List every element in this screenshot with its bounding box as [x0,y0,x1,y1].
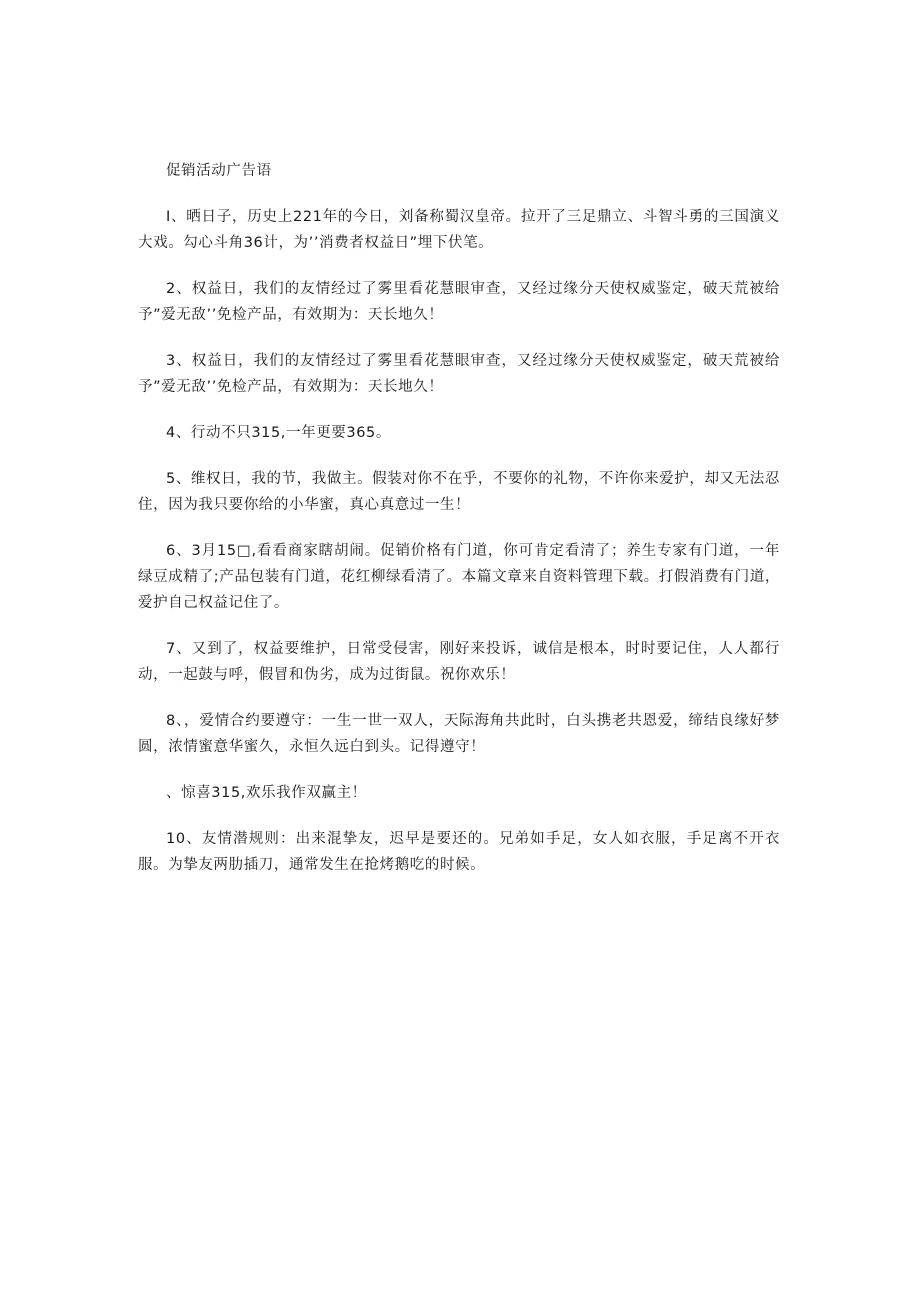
document-body [138,158,780,898]
paragraph-9: 、惊喜315,欢乐我作双赢主！ [166,785,367,801]
paragraph-10: 10、友情潜规则：出来混挚友，迟早是要还的。兄弟如手足，女人如衣服，手足离不开衣服。为挚友两肋插刀，通常发生在抢烤鹅吃的时候。 [138,831,780,873]
paragraph-8: 8、，爱情合约要遵守：一生一世一双人，天际海角共此时，白头携老共恩爱，缔结良缘好梦圆，浓情蜜意华蜜久，永恒久远白到头。记得遵守！ [138,713,780,755]
paragraph-1: I、晒日子，历史上221年的今日，刘备称蜀汉皇帝。拉开了三足鼎立、斗智斗勇的三国演义大戏。勾心斗角36计，为’’消费者权益日”埋下伏笔。 [138,209,780,251]
paragraph-3: 3、权益日，我们的友情经过了雾里看花慧眼审查，又经过缘分天使权威鉴定，破天荒被给予”爱无敌’’免检产品，有效期为：天长地久！ [138,353,780,395]
document-title: 促销活动广告语 [166,163,272,179]
paragraph-7: 7、又到了，权益要维护，日常受侵害，刚好来投诉，诚信是根本，时时要记住，人人都行动，一起鼓与呼，假冒和伪劣，成为过街鼠。祝你欢乐！ [138,641,780,683]
paragraph-5: 5、维权日，我的节，我做主。假装对你不在乎，不要你的礼物，不许你来爱护，却又无法忍住，因为我只要你给的小华蜜，真心真意过一生！ [138,471,780,513]
paragraph-4: 4、行动不只315,一年更要365。 [166,425,391,441]
paragraph-2: 2、权益日，我们的友情经过了雾里看花慧眼审查，又经过缘分天使权威鉴定，破天荒被给予”爱无敌’’免检产品，有效期为：天长地久！ [138,281,780,323]
paragraph-6: 6、3月15□,看看商家瞎胡闹。促销价格有门道，你可肯定看清了；养生专家有门道，一年绿豆成精了;产品包装有门道，花红柳绿看清了。本篇文章来自资料管理下载。打假消费有门道，爱护自己权益记住了。 [138,543,780,611]
